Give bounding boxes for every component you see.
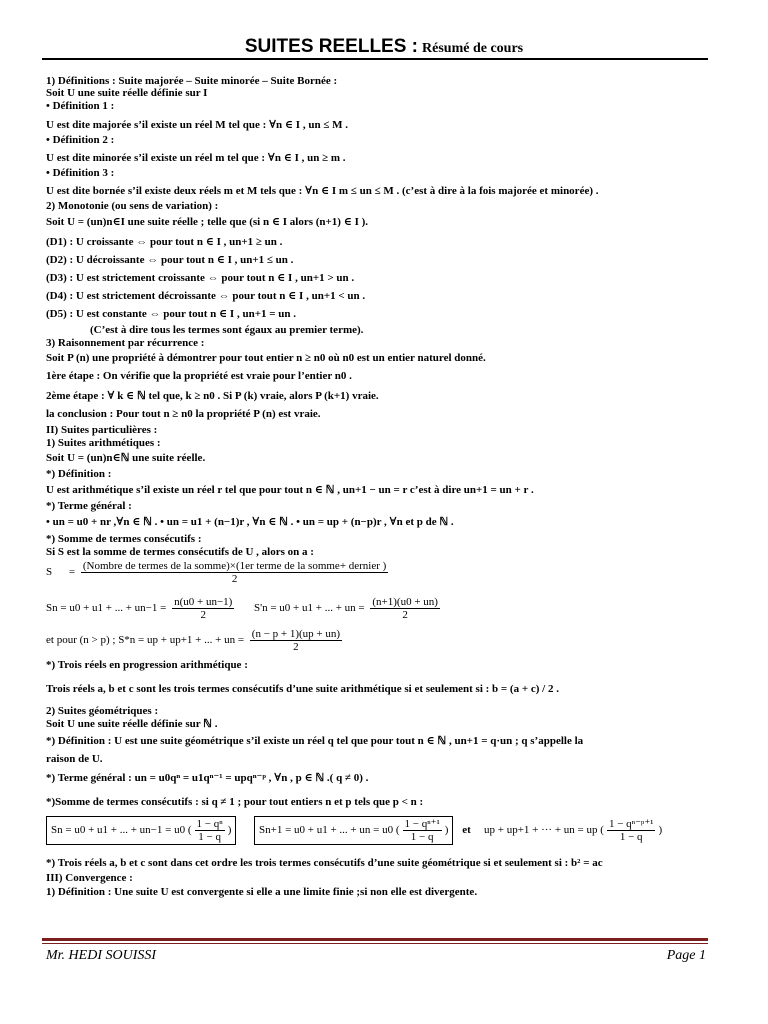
text-line: (D1) : U croissante ⇔ pour tout n ∈ I , un+1 ≥ un . [46, 236, 283, 248]
text-line: *) Terme général : un = u0qⁿ = u1qⁿ⁻¹ = upqⁿ⁻ᵖ , ∀n , p ∈ ℕ .( q ≠ 0) . [46, 772, 369, 784]
fraction-num: (Nombre de termes de la somme)×(1er terme de la somme+ dernier ) [82, 560, 387, 572]
formula-lhs: S [46, 566, 53, 579]
text-line: Trois réels a, b et c sont les trois termes consécutifs d’une suite arithmétique si et seulement si : b = (a + c) / 2 . [46, 683, 559, 695]
text-line: III) Convergence : [46, 872, 133, 884]
formula-sn-b [254, 596, 443, 621]
fraction-num: n(u0 + un−1) [174, 596, 233, 608]
text-line: • Définition 1 : [46, 100, 115, 112]
text-line: Soit U = (un)n∈I une suite réelle ; telle que (si n ∈ I alors (n+1) ∈ I ). [46, 216, 369, 228]
text-line: U est dite majorée s’il existe un réel M tel que : ∀n ∈ I , un ≤ M . [46, 119, 348, 131]
text-line: raison de U. [46, 753, 103, 765]
text-line: 1) Définition : Une suite U est convergente si elle a une limite finie ;si non elle est divergente. [46, 886, 478, 898]
text-line: II) Suites particulières : [46, 424, 158, 436]
text-line: Soit U une suite réelle définie sur ℕ . [46, 718, 218, 730]
formula-box: Sn+1 = u0 + u1 + ... + un = u0 ( $\frac{\text{1 − qⁿ⁺¹}}{1 - q}$ ) [254, 816, 453, 845]
text-line: U est dite minorée s’il existe un réel m tel que : ∀n ∈ I , un ≥ m . [46, 152, 346, 164]
fraction [250, 628, 342, 653]
text-line: (D2) : U décroissante ⇔ pour tout n ∈ I , un+1 ≤ un . [46, 254, 294, 266]
formula-lhs: Sn+1 = u0 + u1 + ... + un = u0 [259, 824, 394, 837]
formula-geo-b [254, 816, 471, 845]
formula-s-general [46, 560, 391, 585]
title-main: SUITES REELLES : [244, 36, 419, 57]
formula-and: et [462, 824, 471, 837]
text-line: • Définition 3 : [46, 167, 115, 179]
fraction-num: 1 − qⁿ [196, 818, 223, 830]
fraction-den: 1 − q [198, 831, 221, 843]
fraction [172, 596, 234, 621]
header-rule [42, 58, 708, 60]
text-line: (C’est à dire tous les termes sont égaux au premier terme). [90, 324, 364, 336]
footer-rule-thin [42, 943, 708, 944]
text-line: Soit U une suite réelle définie sur I [46, 87, 208, 99]
text-line: (D4) : U est strictement décroissante ⇔ pour tout n ∈ I , un+1 < un . [46, 290, 366, 302]
footer-rule [42, 938, 708, 941]
text-line: *) Somme de termes consécutifs : [46, 533, 202, 545]
text-line: 2ème étape : ∀ k ∈ ℕ tel que, k ≥ n0 . Si P (k) vraie, alors P (k+1) vraie. [46, 390, 379, 402]
fraction-den: 2 [200, 609, 206, 621]
formula-sn-c [46, 628, 345, 653]
fraction-den: 1 − q [619, 831, 643, 843]
fraction-den: 2 [293, 641, 299, 653]
text-line: 1) Définitions : Suite majorée – Suite minorée – Suite Bornée : [46, 75, 338, 87]
text-line: *)Somme de termes consécutifs : si q ≠ 1 ; pour tout entiers n et p tels que p < n : [46, 796, 424, 808]
formula-lhs: up + up+1 + ··· + un = up [484, 824, 598, 837]
formula-eq: = [68, 566, 76, 579]
text-line: U est dite bornée s’il existe deux réels m et M tels que : ∀n ∈ I m ≤ un ≤ M . (c’est à dire à la fois majorée et minorée) . [46, 185, 599, 197]
text-line: U est arithmétique s’il existe un réel r tel que pour tout n ∈ ℕ , un+1 − un = r c’est à dire un+1 = un + r . [46, 484, 534, 496]
text-line: Soit P (n) une propriété à démontrer pour tout entier n ≥ n0 où n0 est un entier naturel donné. [46, 352, 486, 364]
text-line: (D3) : U est strictement croissante ⇔ pour tout n ∈ I , un+1 > un . [46, 272, 355, 284]
fraction-den: 2 [402, 609, 408, 621]
fraction-num: 1 − qⁿ⁺¹ [404, 818, 440, 830]
fraction-num: (n − p + 1)(up + un) [251, 628, 341, 640]
formula-sn-a [46, 596, 237, 621]
fraction-den: 1 − q [410, 831, 434, 843]
fraction [81, 560, 388, 585]
text-line: 1ère étape : On vérifie que la propriété est vraie pour l’entier n0 . [46, 370, 352, 382]
text-line: Soit U = (un)n∈ℕ une suite réelle. [46, 452, 206, 464]
text-line: *) Terme général : [46, 500, 132, 512]
text-line: Si S est la somme de termes consécutifs de U , alors on a : [46, 546, 314, 558]
footer-author: Mr. HEDI SOUISSI [46, 948, 157, 963]
text-line: *) Trois réels en progression arithmétique : [46, 659, 248, 671]
formula-lhs: et pour (n > p) ; S*n = up + up+1 + ... + un = [46, 634, 245, 647]
formula-lhs: Sn = u0 + u1 + ... + un−1 = [46, 602, 167, 615]
text-line: 2) Suites géométriques : [46, 705, 159, 717]
formula-lhs: S'n = u0 + u1 + ... + un = [254, 602, 365, 615]
formula-geo-c: up + up+1 + ··· + un = up ( $\frac{\text{1 − qⁿ⁻ᵖ⁺¹}}{1 - q}$ ) [484, 818, 663, 843]
fraction [370, 596, 440, 621]
fraction-den: 2 [231, 573, 238, 585]
footer-page-number: Page 1 [666, 948, 706, 963]
page-title [0, 36, 768, 58]
text-line: *) Définition : [46, 468, 112, 480]
text-line: la conclusion : Pour tout n ≥ n0 la propriété P (n) est vraie. [46, 408, 321, 420]
formula-lhs: Sn = u0 + u1 + ... + un−1 = u0 [51, 824, 186, 837]
fraction [607, 818, 656, 843]
formula-box: Sn = u0 + u1 + ... + un−1 = u0 ( $\frac{\text{1 − qⁿ}}{1 - q}$ ) [46, 816, 236, 845]
fraction [195, 818, 225, 843]
fraction-num: 1 − qⁿ⁻ᵖ⁺¹ [608, 818, 654, 830]
title-sub: Résumé de cours [422, 41, 524, 56]
fraction [403, 818, 442, 843]
text-line: *) Trois réels a, b et c sont dans cet ordre les trois termes consécutifs d’une suite géométrique si et seulement si : b² = ac [46, 857, 603, 869]
text-line: (D5) : U est constante ⇔ pour tout n ∈ I , un+1 = un . [46, 308, 296, 320]
fraction-num: (n+1)(u0 + un) [372, 596, 438, 608]
text-line: • un = u0 + nr ,∀n ∈ ℕ . • un = u1 + (n−1)r , ∀n ∈ ℕ . • un = up + (n−p)r , ∀n et p de ℕ . [46, 516, 454, 528]
text-line: 1) Suites arithmétiques : [46, 437, 161, 449]
text-line: 3) Raisonnement par récurrence : [46, 337, 205, 349]
text-line: • Définition 2 : [46, 134, 115, 146]
formula-geo-a [46, 816, 236, 845]
text-line: 2) Monotonie (ou sens de variation) : [46, 200, 219, 212]
text-line: *) Définition : U est une suite géométrique s’il existe un réel q tel que pour tout n ∈ ℕ , un+1 = q·un ; q s’appelle la [46, 735, 584, 747]
